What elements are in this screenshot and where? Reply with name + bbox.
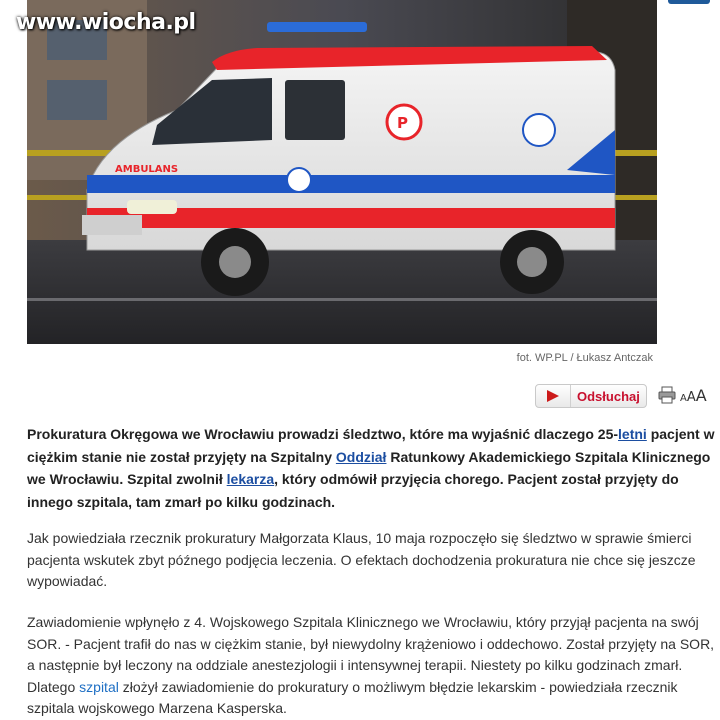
link-letni[interactable]: letni	[618, 426, 647, 442]
font-size-small[interactable]: A	[680, 393, 687, 404]
corner-tab-button[interactable]	[668, 0, 710, 4]
ambulance-photo-image	[27, 0, 657, 344]
lead-text: pacjent w ciężkim stanie nie został przyjęty na Szpitalny	[27, 426, 715, 465]
listen-button-label: Odsłuchaj	[577, 389, 640, 404]
play-icon	[536, 385, 571, 407]
paragraph-text: Zawiadomienie wpłynęło z 4. Wojskowego Szpitala Klinicznego we Wrocławiu, który przyjął pacjenta na swój SOR. - Pacjent trafił do nas w ciężkim stanie, był niewydolny krążeniowo i oddechowo. Został przyjęty na SOR, a następnie był leczony na oddziale anestezjologii i intensywnej terapii. Niestety po kilku godzinach zmarł. Dlatego	[27, 614, 715, 695]
font-size-control[interactable]	[680, 386, 707, 405]
site-watermark: www.wiocha.pl	[16, 10, 196, 35]
article-toolbar	[0, 384, 720, 410]
link-lekarza[interactable]: lekarza	[226, 471, 275, 487]
link-oddzial[interactable]: Oddział	[335, 448, 387, 465]
lead-text: , który odmówił przyjęcia chorego. Pacjent został przyjęty do innego szpitala, tam zmarł po kilku godzinach.	[27, 471, 679, 510]
paragraph-text: złożył zawiadomienie do prokuratury o możliwym błędzie lekarskim - powiedziała rzecznik szpitala wojskowego Marzena Kasperska.	[27, 678, 678, 716]
listen-button[interactable]	[535, 384, 647, 408]
lead-text: Ratunkowy Akademickiego Szpitala Klinicznego we Wrocławiu. Szpital zwolnił	[27, 448, 711, 487]
lead-text: Prokuratura Okręgowa we Wrocławiu prowadzi śledztwo, które ma wyjaśnić dlaczego 25-	[27, 426, 619, 442]
link-szpital[interactable]: szpital	[79, 678, 119, 695]
svg-text:P: P	[397, 114, 408, 132]
svg-text:AMBULANS: AMBULANS	[115, 164, 179, 175]
article-lead	[27, 423, 717, 513]
font-size-large[interactable]: A	[695, 386, 707, 405]
photo-caption: fot. WP.PL / Łukasz Antczak	[516, 352, 653, 364]
article-paragraph-1: Jak powiedziała rzecznik prokuratury Małgorzata Klaus, 10 maja rozpoczęło się śledztwo w sprawie śmierci pacjenta wskutek zbyt późnego podjęcia leczenia. O efektach dochodzenia prokuratura nie chce się jeszcze wypowiadać.	[27, 530, 696, 589]
printer-icon[interactable]	[658, 386, 676, 404]
article-paragraph-2	[27, 612, 717, 720]
article-photo	[27, 0, 657, 344]
font-size-medium[interactable]: A	[686, 390, 696, 405]
